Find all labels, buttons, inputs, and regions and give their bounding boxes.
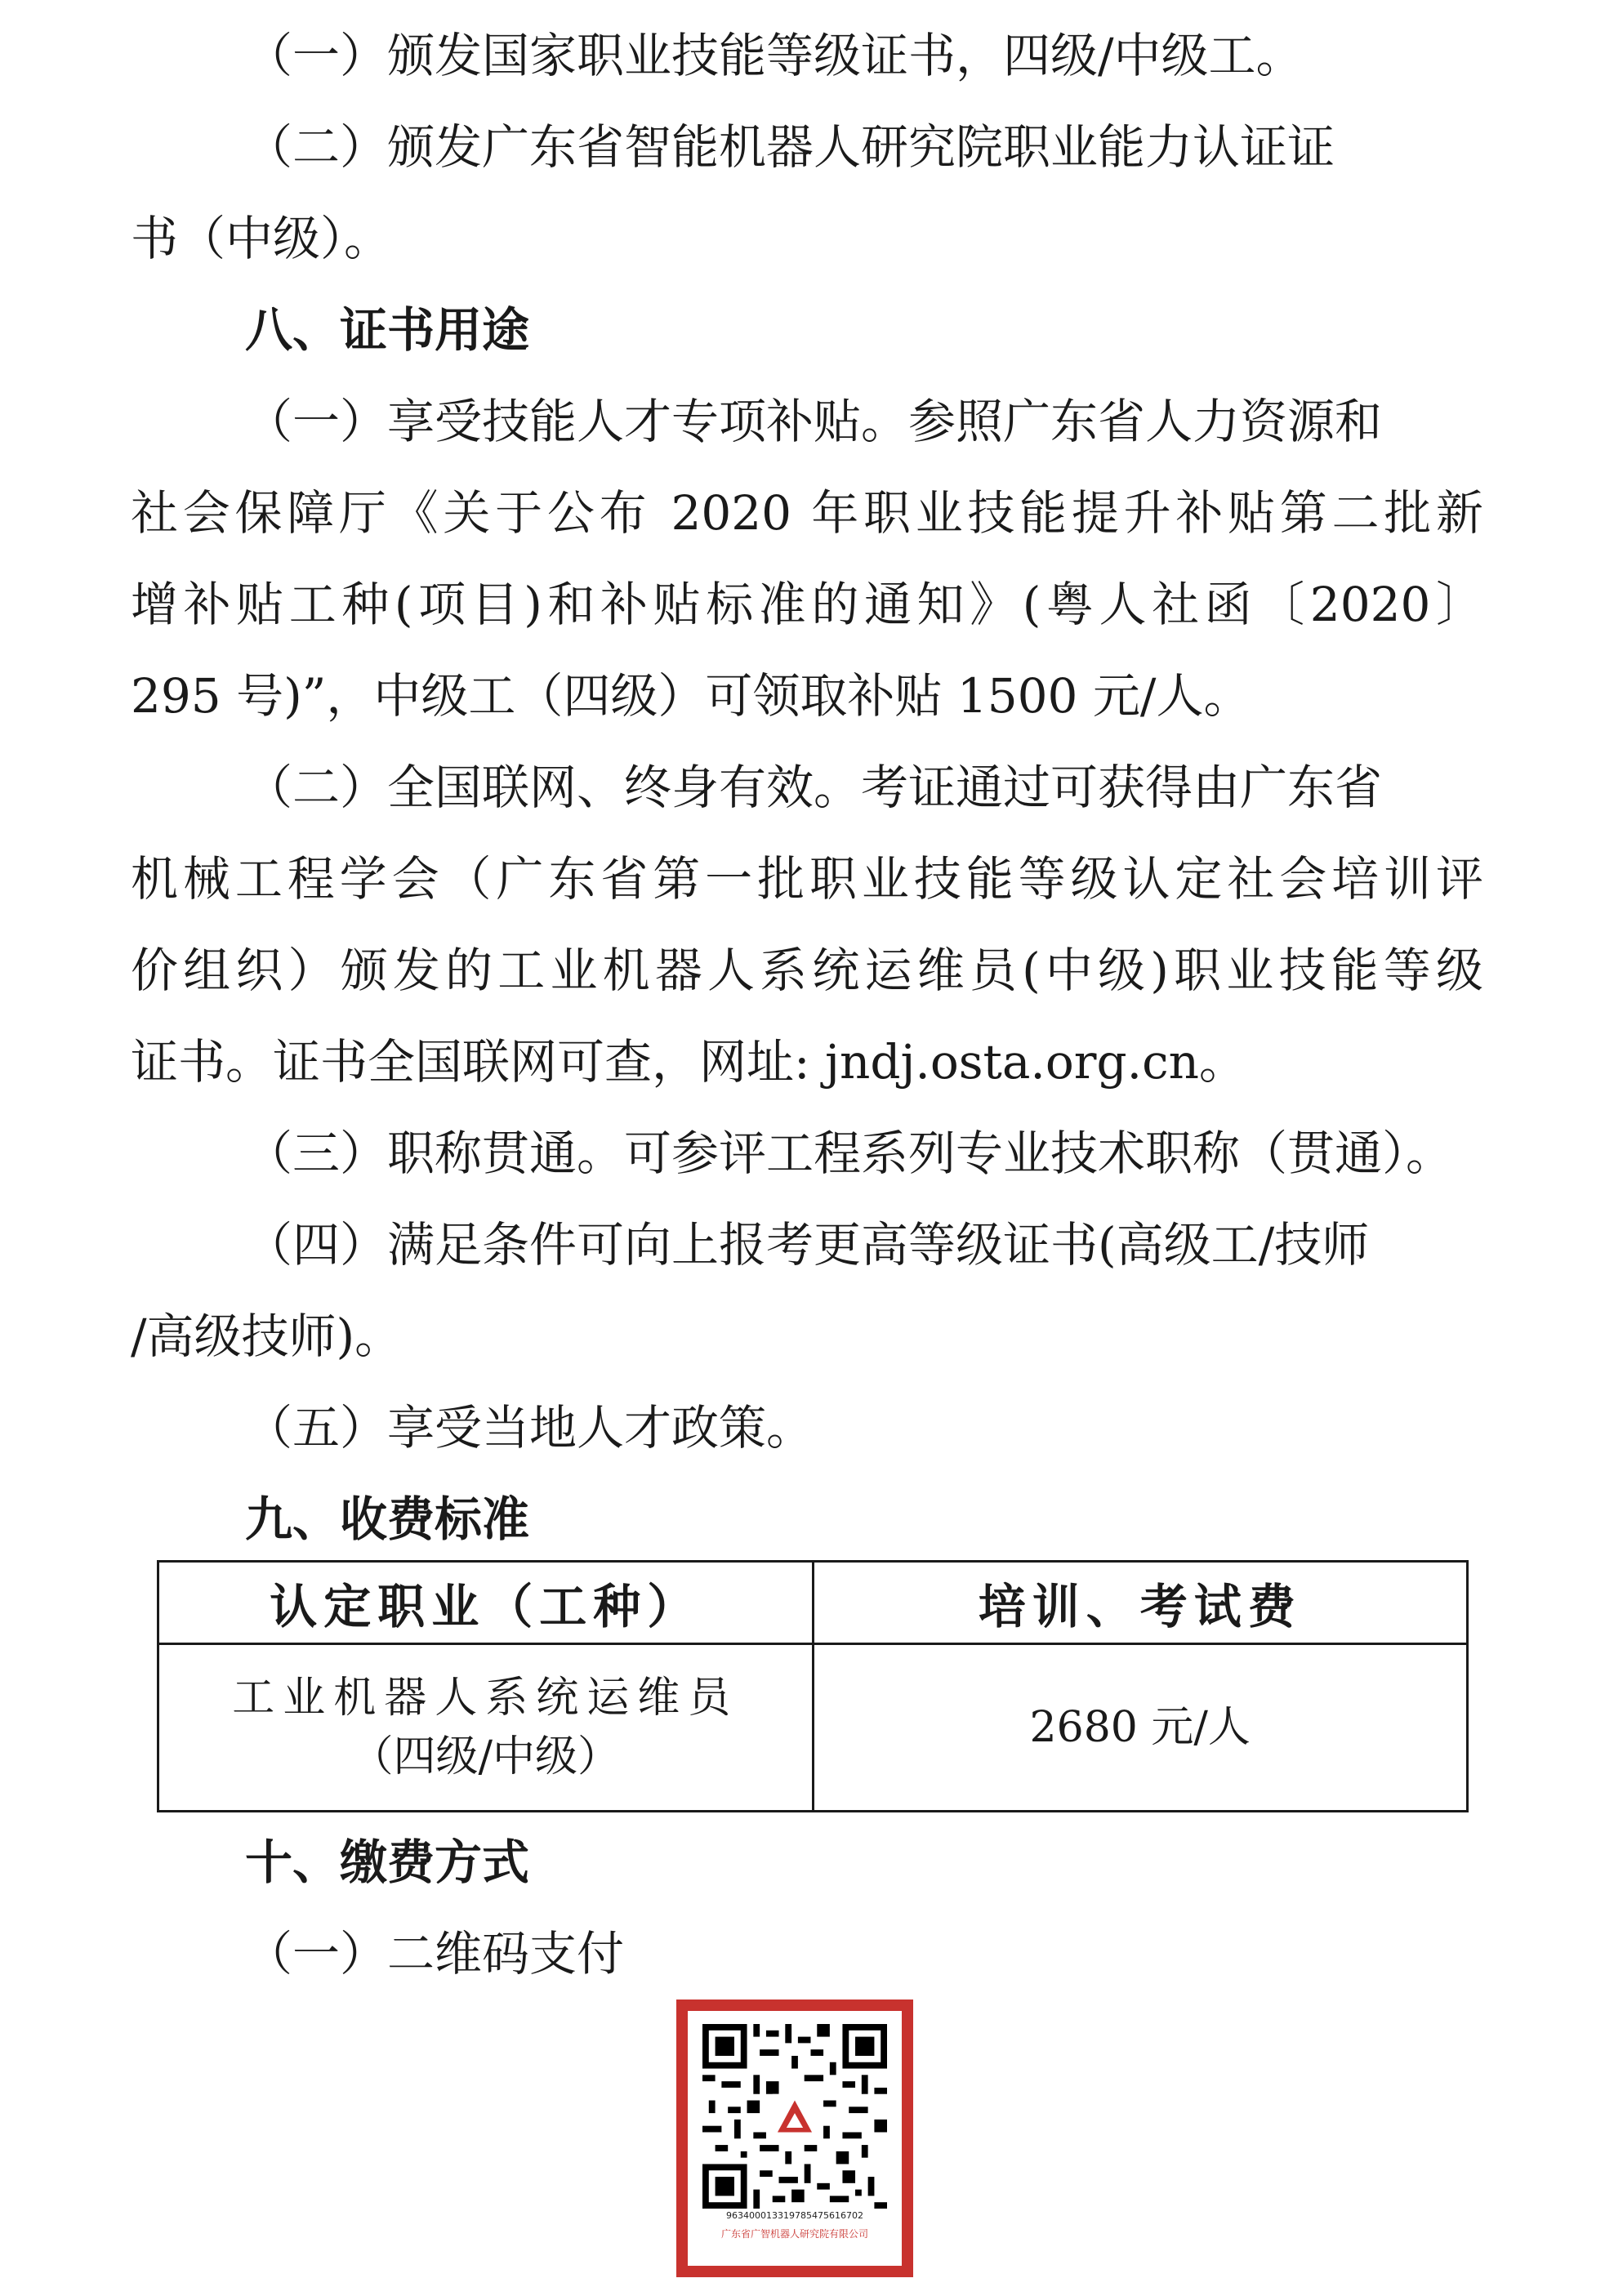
usage-p2-line-2: 机械工程学会（广东省第一批职业技能等级认定社会培训评 — [131, 851, 1483, 907]
usage-p1-line-2: 社会保障厅《关于公布 2020 年职业技能提升补贴第二批新 — [131, 485, 1483, 541]
usage-p1-line-1: （一）享受技能人才专项补贴。参照广东省人力资源和 — [245, 394, 1383, 449]
qr-code-number: 963400013319785475616702 — [726, 2210, 863, 2221]
table-row — [158, 1644, 1468, 1812]
fee-table-header-occupation: 认定职业（工种） — [158, 1562, 814, 1644]
usage-p5: （五）享受当地人才政策。 — [245, 1400, 814, 1456]
usage-p2-line-4: 证书。证书全国联网可查，网址: jndj.osta.org.cn。 — [131, 1034, 1246, 1090]
section-10-heading: 十、缴费方式 — [245, 1835, 530, 1890]
usage-p2-line-1: （二）全国联网、终身有效。考证通过可获得由广东省 — [245, 760, 1383, 815]
fee-table-header-row — [158, 1562, 1468, 1644]
qr-code-frame — [676, 2000, 913, 2277]
usage-p4-line-1: （四）满足条件可向上报考更高等级证书(高级工/技师 — [245, 1217, 1370, 1273]
cert-item-2-line-2: 书（中级）。 — [131, 211, 392, 266]
fee-table-occupation-cell — [158, 1644, 814, 1812]
section-8-heading: 八、证书用途 — [245, 302, 530, 358]
usage-p1-line-4: 295 号)”，中级工（四级）可领取补贴 1500 元/人。 — [131, 668, 1251, 724]
occupation-level: （四级/中级） — [350, 1732, 621, 1781]
usage-p4-line-2: /高级技师)。 — [131, 1308, 403, 1364]
fee-table-fee-cell: 2680 元/人 — [813, 1644, 1468, 1812]
cert-item-1: （一）颁发国家职业技能等级证书，四级/中级工。 — [245, 28, 1304, 83]
fee-table-header-fee: 培训、考试费 — [813, 1562, 1468, 1644]
payment-item-1: （一）二维码支付 — [245, 1926, 625, 1982]
qr-company-name: 广东省广智机器人研究院有限公司 — [720, 2228, 868, 2240]
usage-p1-line-3: 增补贴工种(项目)和补贴标准的通知》(粤人社函〔2020〕 — [131, 577, 1483, 632]
usage-p3: （三）职称贯通。可参评工程系列专业技术职称（贯通）。 — [245, 1126, 1454, 1181]
cert-item-2-line-1: （二）颁发广东省智能机器人研究院职业能力认证证 — [245, 119, 1335, 175]
fee-table — [157, 1560, 1469, 1812]
usage-p2-line-3: 价组织）颁发的工业机器人系统运维员(中级)职业技能等级 — [131, 943, 1483, 998]
occupation-name: 工业机器人系统运维员 — [232, 1674, 739, 1723]
section-9-heading: 九、收费标准 — [245, 1491, 530, 1547]
qr-code-panel — [688, 2011, 902, 2266]
qr-code-icon[interactable] — [701, 2024, 889, 2209]
